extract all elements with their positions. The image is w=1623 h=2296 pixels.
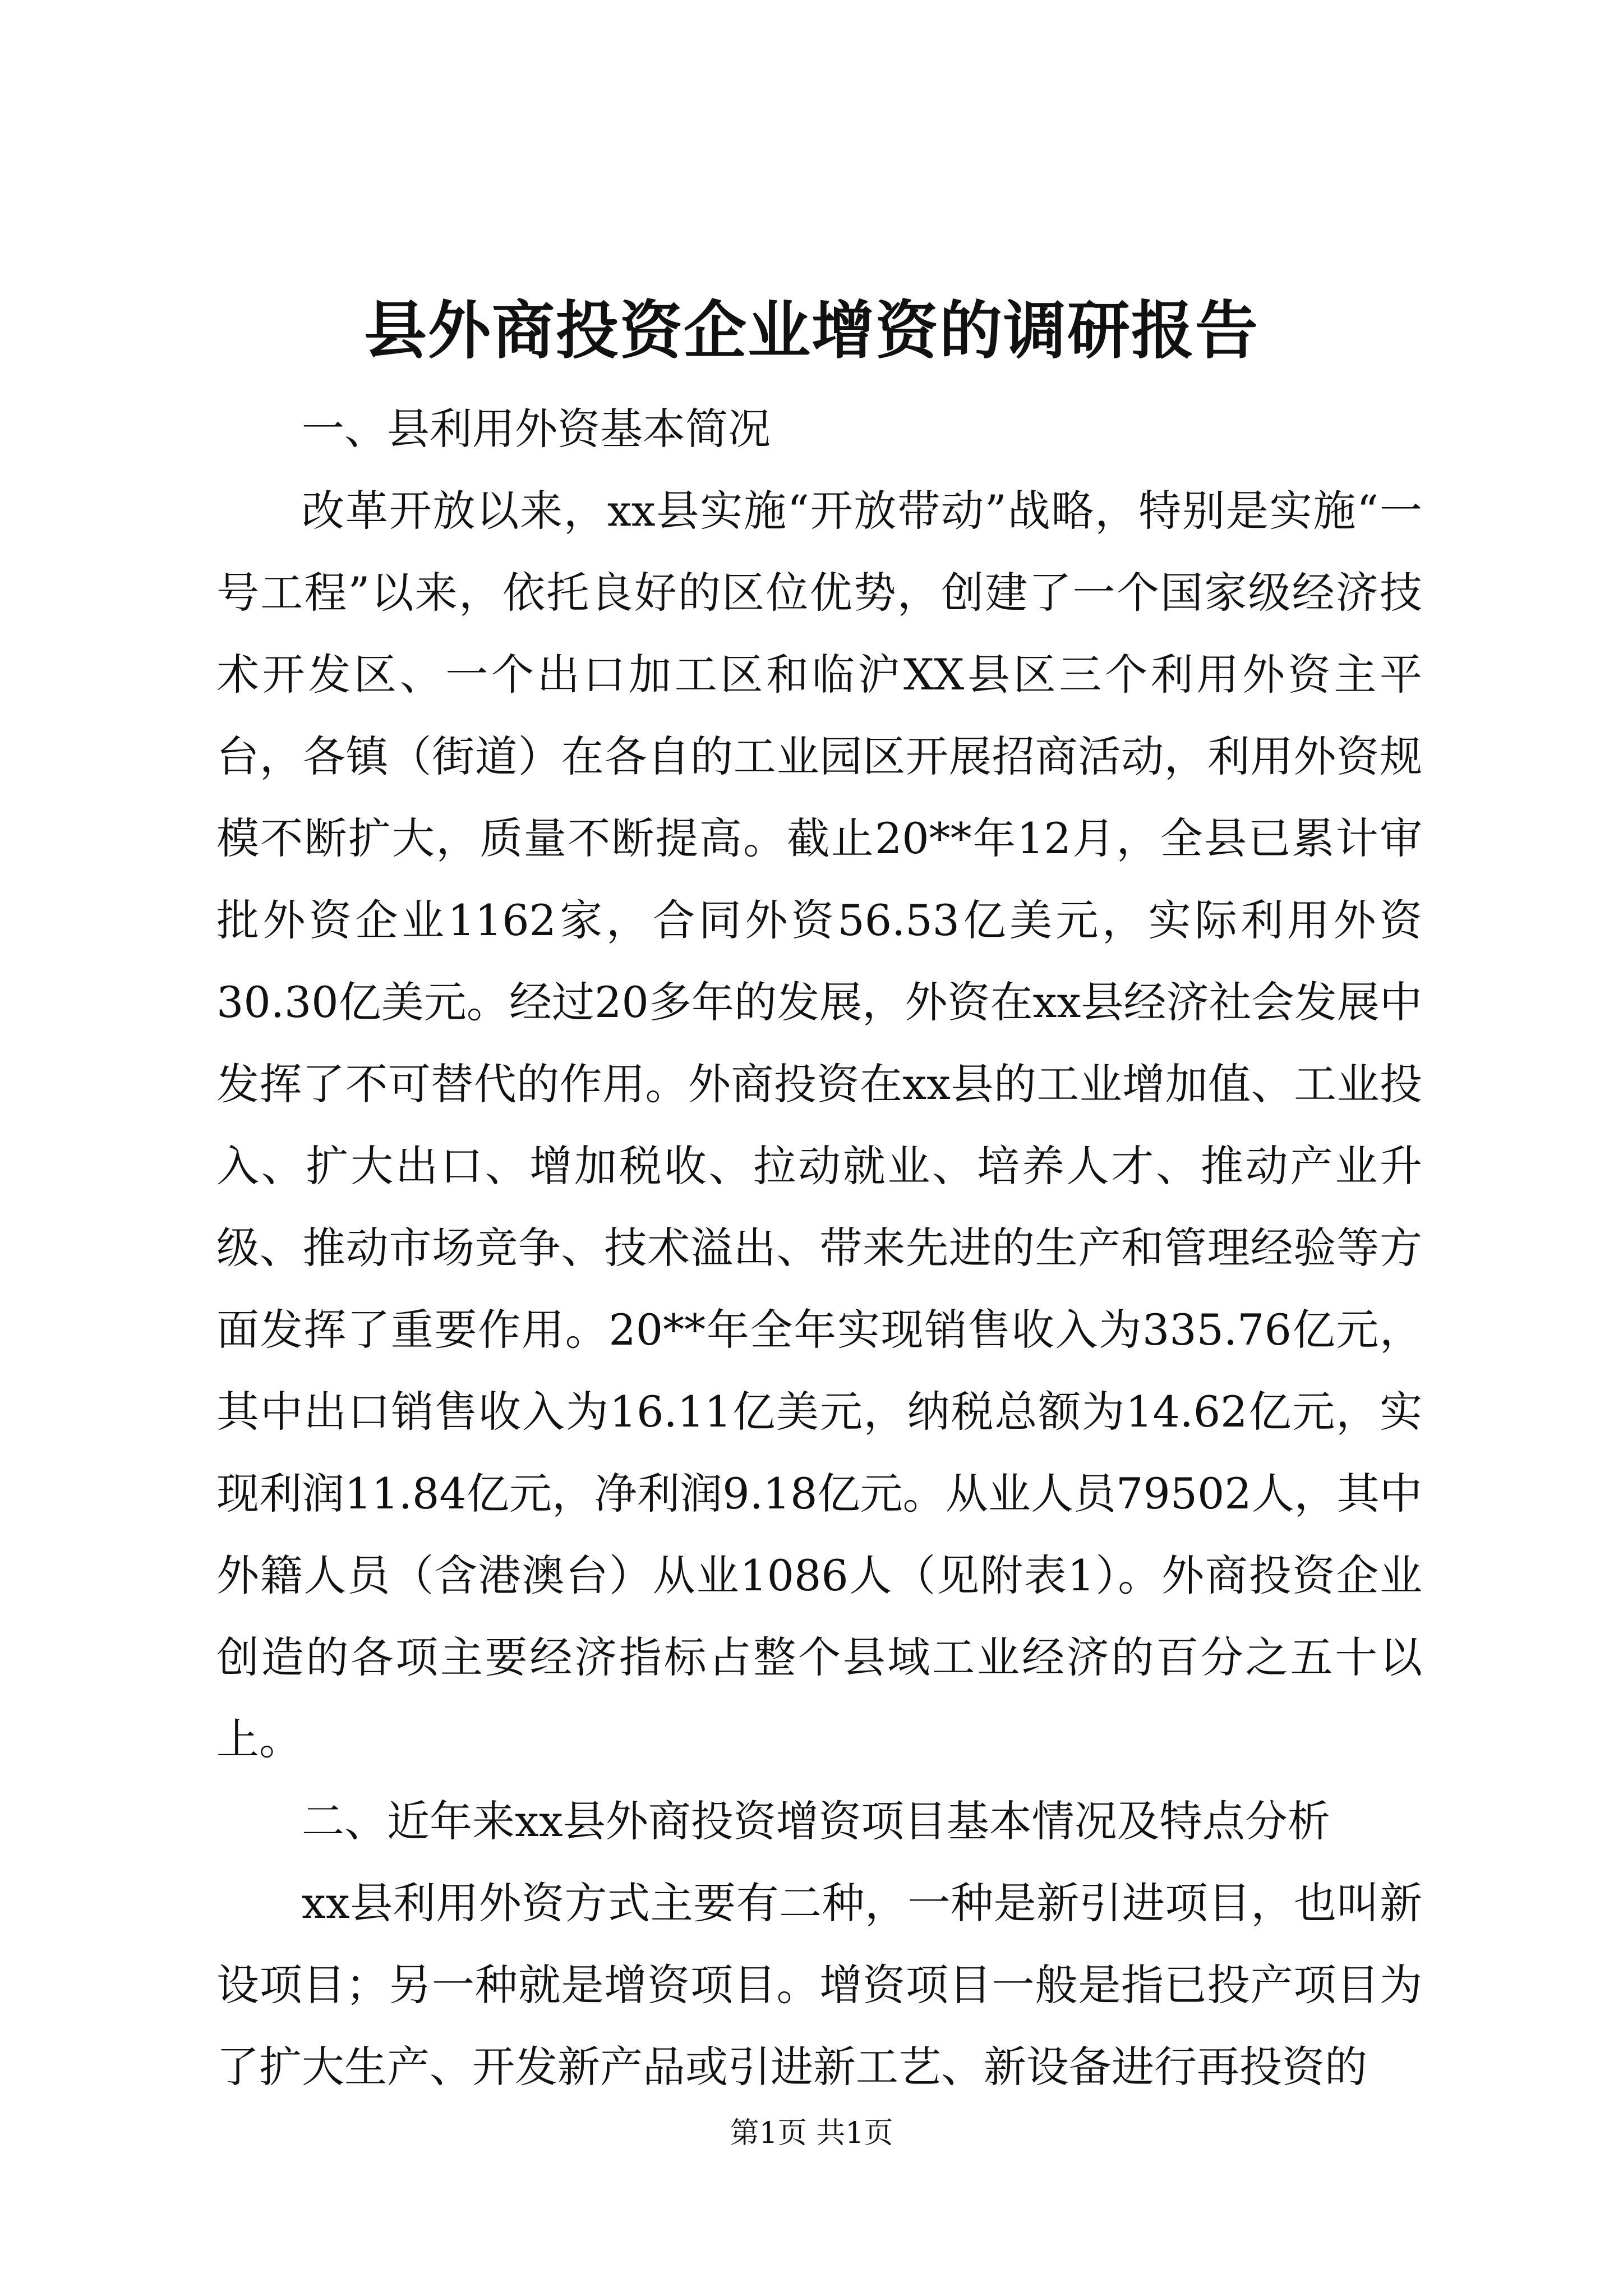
document-title: 县外商投资企业增资的调研报告 [364,294,1259,367]
paragraph-investment-methods: xx县利用外资方式主要有二种，一种是新引进项目，也叫新设项目；另一种就是增资项目。增资项目一般是指已投产项目为了扩大生产、开发新产品或引进新工艺、新设备进行再投资的 [216,1878,1422,2092]
section-heading-2: 二、近年来xx县外商投资增资项目基本情况及特点分析 [302,1796,1330,1846]
page-footer: 第1页 共1页 [730,2116,893,2150]
paragraph-overview: 改革开放以来，xx县实施“开放带动”战略，特别是实施“一号工程”以来，依托良好的区位优势，创建了一个国家级经济技术开发区、一个出口加工区和临沪XX县区三个利用外资主平台，各镇（街道）在各自的工业园区开展招商活动，利用外资规模不断扩大，质量不断提高。截止20**年12月，全县已累计审批外资企业1162家，合同外资56.53亿美元，实际利用外资30.30亿美元。经过20多年的发展，外资在xx县经济社会发展中发挥了不可替代的作用。外商投资在xx县的工业增加值、工业投入、扩大出口、增加税收、拉动就业、培养人才、推动产业升级、推动市场竞争、技术溢出、带来先进的生产和管理经验等方面发挥了重要作用。20**年全年实现销售收入为335.76亿元，其中出口销售收入为16.11亿美元，纳税总额为14.62亿元，实现利润11.84亿元，净利润9.18亿元。从业人员79502人，其中外籍人员（含港澳台）从业1086人（见附表1）。外商投资企业创造的各项主要经济指标占整个县域工业经济的百分之五十以上。 [216,486,1422,1764]
section-heading-1: 一、县利用外资基本简况 [302,404,771,454]
document-body [216,388,1422,2108]
